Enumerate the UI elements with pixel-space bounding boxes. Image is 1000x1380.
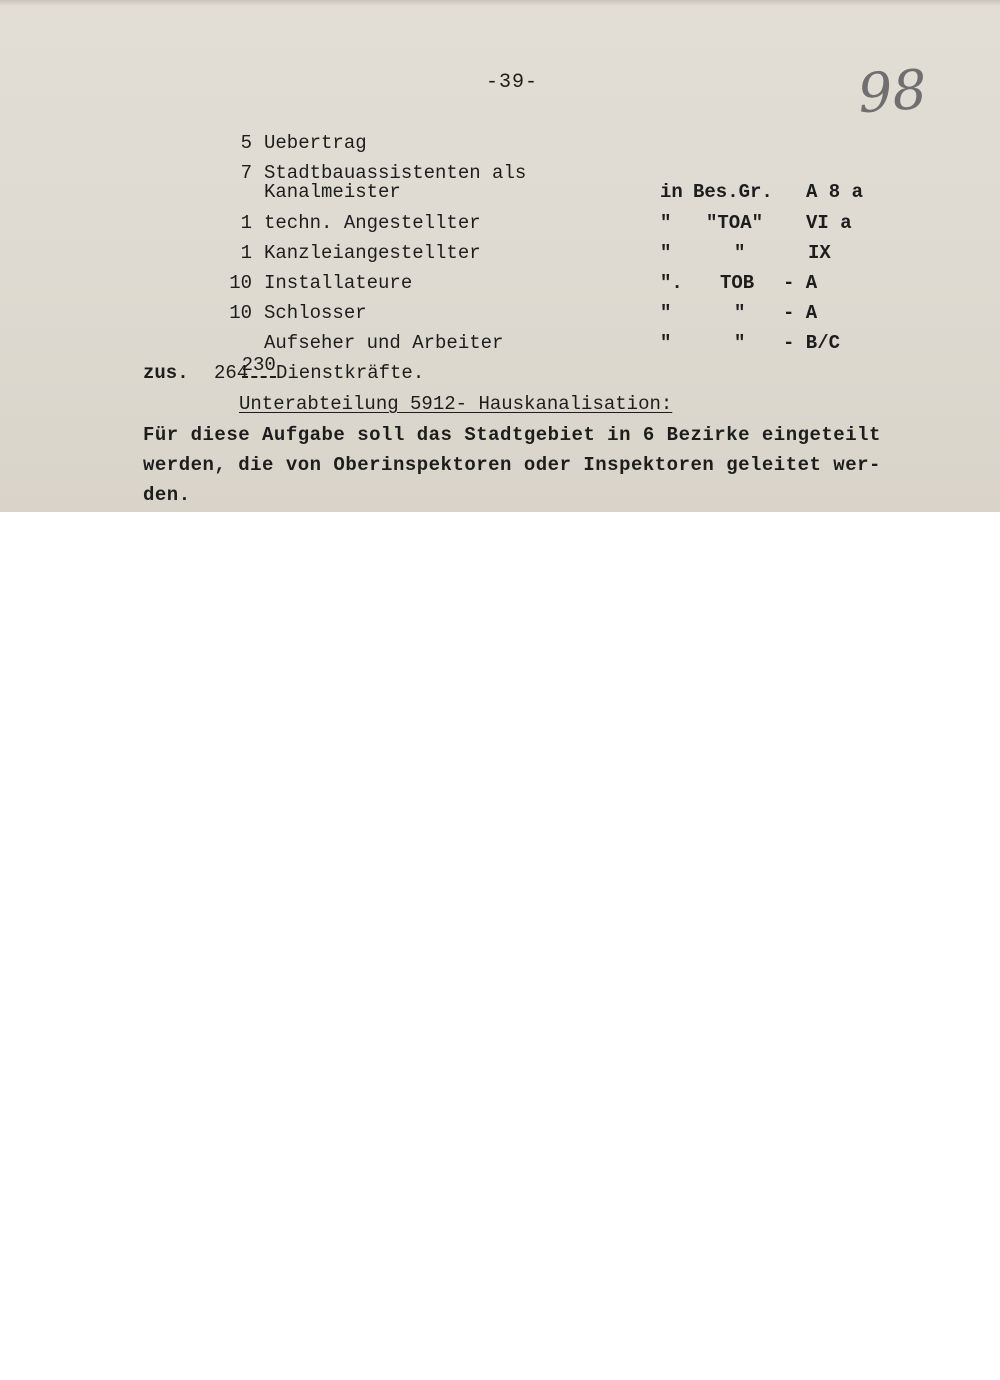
row-description: techn. Angestellter	[264, 212, 481, 234]
row-col-grade: - A	[783, 302, 818, 324]
row-col-group: "	[734, 242, 746, 264]
row-description: Kanalmeister	[264, 181, 401, 203]
row-col-grade: - A	[783, 272, 818, 294]
row-col-grade: VI a	[806, 212, 852, 234]
paragraph-line: Für diese Aufgabe soll das Stadtgebiet in 6 Bezirke eingeteilt	[143, 424, 881, 446]
page-edge	[0, 0, 1000, 6]
row-quantity: 1	[240, 212, 252, 234]
row-description: Kanzleiangestellter	[264, 242, 481, 264]
row-col-group: TOB	[720, 272, 755, 294]
row-quantity: 10	[229, 302, 252, 324]
row-col-grade: IX	[808, 242, 831, 264]
row-col-grade: - B/C	[783, 332, 841, 354]
row-col-in: "	[660, 332, 672, 354]
row-description: Schlosser	[264, 302, 367, 324]
row-quantity: 5	[240, 132, 252, 154]
row-quantity: 7	[240, 162, 252, 184]
total-quantity: 264	[214, 362, 249, 384]
section-heading: Unterabteilung 5912- Hauskanalisation:	[239, 393, 673, 415]
row-col-in: ".	[660, 272, 683, 294]
total-description: Dienstkräfte.	[276, 362, 425, 384]
row-col-in: "	[660, 302, 672, 324]
row-quantity: 10	[229, 272, 252, 294]
handwritten-page-note: 98	[855, 57, 929, 126]
row-col-group: "TOA"	[706, 212, 764, 234]
page-number: -39-	[486, 71, 539, 94]
row-col-group: Bes.Gr.	[693, 181, 773, 203]
row-col-in: "	[660, 242, 672, 264]
paragraph-line: den.	[143, 484, 191, 506]
row-quantity-value: 230	[241, 354, 276, 376]
row-description: Installateure	[264, 272, 413, 294]
row-quantity: 1	[240, 242, 252, 264]
row-col-group: "	[734, 302, 746, 324]
row-description: Stadtbauassistenten als	[264, 162, 527, 184]
total-prefix: zus.	[143, 362, 189, 384]
document-page	[0, 0, 1000, 512]
row-description: Uebertrag	[264, 132, 367, 154]
row-col-in: in	[660, 181, 683, 203]
row-col-grade: A 8 a	[806, 181, 864, 203]
row-description: Aufseher und Arbeiter	[264, 332, 504, 354]
row-col-group: "	[734, 332, 746, 354]
row-col-in: "	[660, 212, 672, 234]
paragraph-line: werden, die von Oberinspektoren oder Inspektoren geleitet wer-	[143, 454, 881, 476]
